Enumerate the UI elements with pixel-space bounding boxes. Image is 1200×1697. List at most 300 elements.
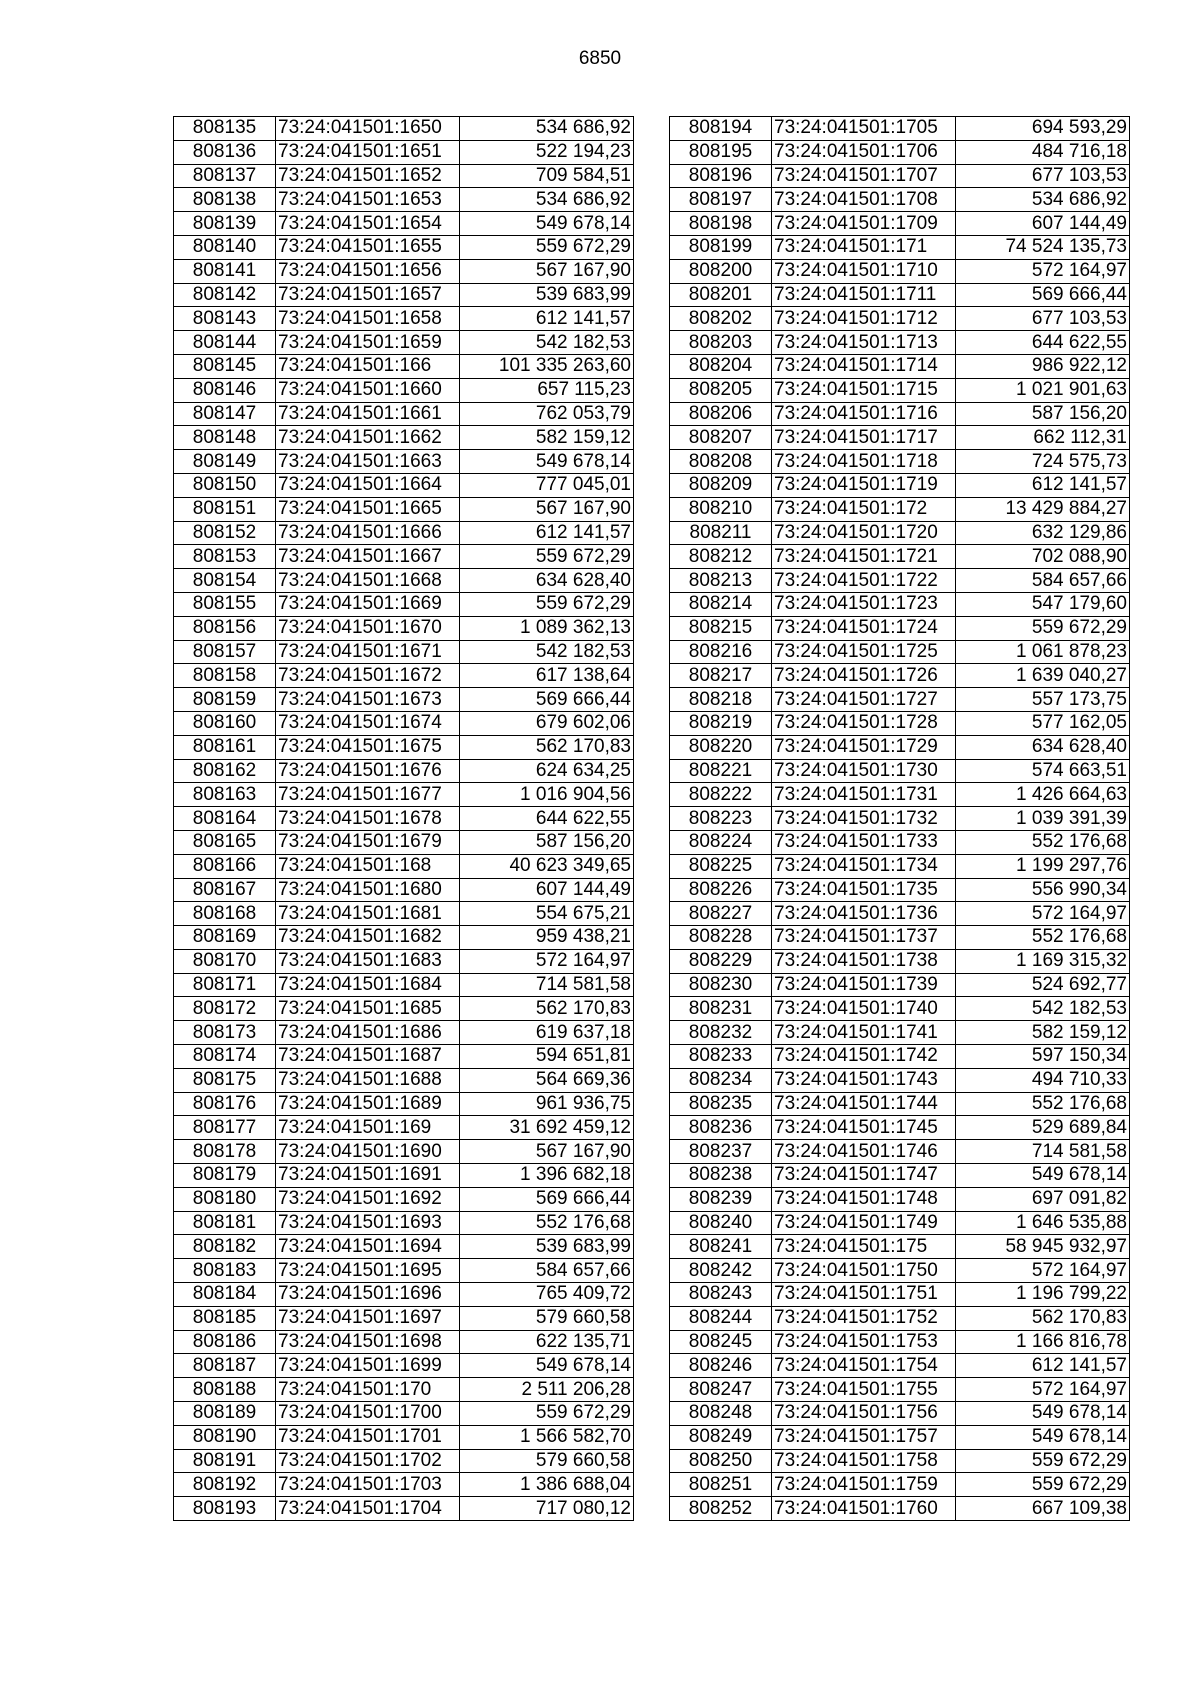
value-cell: 1 089 362,13 [460, 616, 634, 640]
value-cell: 1 061 878,23 [956, 640, 1130, 664]
value-cell: 607 144,49 [956, 212, 1130, 236]
table-row [174, 402, 634, 426]
parcel-number-cell: 808231 [670, 997, 772, 1021]
parcel-number-cell: 808149 [174, 450, 276, 474]
value-cell: 494 710,33 [956, 1068, 1130, 1092]
cadastral-number-cell: 73:24:041501:1669 [276, 592, 460, 616]
value-cell: 484 716,18 [956, 140, 1130, 164]
value-cell: 549 678,14 [956, 1425, 1130, 1449]
value-cell: 667 109,38 [956, 1497, 1130, 1521]
parcel-number-cell: 808155 [174, 592, 276, 616]
cadastral-number-cell: 73:24:041501:1659 [276, 331, 460, 355]
table-row [670, 235, 1130, 259]
table-row [174, 1283, 634, 1307]
value-cell: 542 182,53 [460, 640, 634, 664]
value-cell: 579 660,58 [460, 1449, 634, 1473]
parcel-number-cell: 808158 [174, 664, 276, 688]
parcel-number-cell: 808174 [174, 1045, 276, 1069]
cadastral-number-cell: 73:24:041501:1708 [772, 188, 956, 212]
value-cell: 632 129,86 [956, 521, 1130, 545]
table-row [174, 1021, 634, 1045]
parcel-number-cell: 808219 [670, 711, 772, 735]
table-row [174, 592, 634, 616]
value-cell: 559 672,29 [460, 592, 634, 616]
value-cell: 597 150,34 [956, 1045, 1130, 1069]
parcel-number-cell: 808178 [174, 1140, 276, 1164]
parcel-number-cell: 808184 [174, 1283, 276, 1307]
table-row [670, 188, 1130, 212]
parcel-number-cell: 808218 [670, 688, 772, 712]
table-row [670, 117, 1130, 141]
value-cell: 622 135,71 [460, 1330, 634, 1354]
parcel-number-cell: 808147 [174, 402, 276, 426]
value-cell: 524 692,77 [956, 973, 1130, 997]
cadastral-number-cell: 73:24:041501:168 [276, 854, 460, 878]
parcel-number-cell: 808166 [174, 854, 276, 878]
cadastral-number-cell: 73:24:041501:1741 [772, 1021, 956, 1045]
cadastral-number-cell: 73:24:041501:1721 [772, 545, 956, 569]
cadastral-number-cell: 73:24:041501:1701 [276, 1425, 460, 1449]
parcel-number-cell: 808204 [670, 354, 772, 378]
parcel-number-cell: 808215 [670, 616, 772, 640]
parcel-number-cell: 808245 [670, 1330, 772, 1354]
value-cell: 1 396 682,18 [460, 1164, 634, 1188]
table-row [670, 1045, 1130, 1069]
table-row [174, 664, 634, 688]
value-cell: 529 689,84 [956, 1116, 1130, 1140]
parcel-number-cell: 808251 [670, 1473, 772, 1497]
table-row [174, 117, 634, 141]
table-row [670, 1259, 1130, 1283]
parcel-number-cell: 808152 [174, 521, 276, 545]
parcel-number-cell: 808171 [174, 973, 276, 997]
cadastral-number-cell: 73:24:041501:1657 [276, 283, 460, 307]
table-row [670, 1068, 1130, 1092]
cadastral-number-cell: 73:24:041501:1663 [276, 450, 460, 474]
parcel-number-cell: 808235 [670, 1092, 772, 1116]
value-cell: 554 675,21 [460, 902, 634, 926]
value-cell: 717 080,12 [460, 1497, 634, 1521]
parcel-number-cell: 808196 [670, 164, 772, 188]
value-cell: 1 021 901,63 [956, 378, 1130, 402]
table-row [174, 807, 634, 831]
value-cell: 572 164,97 [956, 1259, 1130, 1283]
parcel-number-cell: 808230 [670, 973, 772, 997]
parcel-number-cell: 808195 [670, 140, 772, 164]
parcel-number-cell: 808185 [174, 1306, 276, 1330]
table-row [670, 1473, 1130, 1497]
value-cell: 557 173,75 [956, 688, 1130, 712]
parcel-number-cell: 808139 [174, 212, 276, 236]
cadastral-number-cell: 73:24:041501:1754 [772, 1354, 956, 1378]
table-row [174, 616, 634, 640]
table-row [670, 259, 1130, 283]
table-row [174, 450, 634, 474]
cadastral-number-cell: 73:24:041501:1743 [772, 1068, 956, 1092]
parcel-number-cell: 808136 [174, 140, 276, 164]
table-row [670, 497, 1130, 521]
value-cell: 694 593,29 [956, 117, 1130, 141]
value-cell: 559 672,29 [956, 616, 1130, 640]
cadastral-number-cell: 73:24:041501:1718 [772, 450, 956, 474]
value-cell: 577 162,05 [956, 711, 1130, 735]
value-cell: 562 170,83 [460, 735, 634, 759]
cadastral-number-cell: 73:24:041501:1735 [772, 878, 956, 902]
cadastral-number-cell: 73:24:041501:1738 [772, 949, 956, 973]
cadastral-number-cell: 73:24:041501:1692 [276, 1187, 460, 1211]
value-cell: 574 663,51 [956, 759, 1130, 783]
cadastral-number-cell: 73:24:041501:1720 [772, 521, 956, 545]
table-row [174, 545, 634, 569]
parcel-number-cell: 808140 [174, 235, 276, 259]
cadastral-number-cell: 73:24:041501:1746 [772, 1140, 956, 1164]
value-cell: 13 429 884,27 [956, 497, 1130, 521]
value-cell: 572 164,97 [956, 902, 1130, 926]
table-row [174, 378, 634, 402]
value-cell: 959 438,21 [460, 926, 634, 950]
value-cell: 677 103,53 [956, 164, 1130, 188]
value-cell: 562 170,83 [956, 1306, 1130, 1330]
cadastral-number-cell: 73:24:041501:1755 [772, 1378, 956, 1402]
parcel-number-cell: 808193 [174, 1497, 276, 1521]
value-cell: 539 683,99 [460, 283, 634, 307]
table-row [174, 1140, 634, 1164]
value-cell: 677 103,53 [956, 307, 1130, 331]
value-cell: 777 045,01 [460, 473, 634, 497]
cadastral-number-cell: 73:24:041501:1744 [772, 1092, 956, 1116]
table-row [670, 973, 1130, 997]
table-row [174, 283, 634, 307]
parcel-number-cell: 808194 [670, 117, 772, 141]
table-row [174, 1330, 634, 1354]
value-cell: 714 581,58 [460, 973, 634, 997]
left-table [173, 116, 634, 1521]
value-cell: 549 678,14 [956, 1164, 1130, 1188]
parcel-number-cell: 808162 [174, 759, 276, 783]
parcel-number-cell: 808167 [174, 878, 276, 902]
value-cell: 549 678,14 [460, 212, 634, 236]
table-row [670, 1425, 1130, 1449]
table-row [670, 711, 1130, 735]
value-cell: 567 167,90 [460, 1140, 634, 1164]
cadastral-number-cell: 73:24:041501:1719 [772, 473, 956, 497]
value-cell: 584 657,66 [460, 1259, 634, 1283]
cadastral-number-cell: 73:24:041501:1685 [276, 997, 460, 1021]
table-row [174, 1116, 634, 1140]
table-row [670, 640, 1130, 664]
cadastral-number-cell: 73:24:041501:1750 [772, 1259, 956, 1283]
table-row [670, 331, 1130, 355]
table-row [174, 1473, 634, 1497]
value-cell: 1 426 664,63 [956, 783, 1130, 807]
value-cell: 587 156,20 [460, 830, 634, 854]
table-row [670, 616, 1130, 640]
parcel-number-cell: 808181 [174, 1211, 276, 1235]
parcel-number-cell: 808161 [174, 735, 276, 759]
parcel-number-cell: 808163 [174, 783, 276, 807]
parcel-number-cell: 808200 [670, 259, 772, 283]
cadastral-number-cell: 73:24:041501:1666 [276, 521, 460, 545]
table-row [670, 569, 1130, 593]
table-row [670, 140, 1130, 164]
parcel-number-cell: 808228 [670, 926, 772, 950]
left-table-body [174, 117, 634, 1521]
cadastral-number-cell: 73:24:041501:1742 [772, 1045, 956, 1069]
parcel-number-cell: 808143 [174, 307, 276, 331]
cadastral-number-cell: 73:24:041501:1728 [772, 711, 956, 735]
cadastral-number-cell: 73:24:041501:1704 [276, 1497, 460, 1521]
parcel-number-cell: 808220 [670, 735, 772, 759]
parcel-number-cell: 808243 [670, 1283, 772, 1307]
cadastral-number-cell: 73:24:041501:1752 [772, 1306, 956, 1330]
value-cell: 542 182,53 [460, 331, 634, 355]
table-row [670, 854, 1130, 878]
table-row [670, 402, 1130, 426]
value-cell: 552 176,68 [460, 1211, 634, 1235]
value-cell: 549 678,14 [956, 1402, 1130, 1426]
table-row [174, 473, 634, 497]
cadastral-number-cell: 73:24:041501:1690 [276, 1140, 460, 1164]
cadastral-number-cell: 73:24:041501:1686 [276, 1021, 460, 1045]
table-row [670, 807, 1130, 831]
cadastral-number-cell: 73:24:041501:1731 [772, 783, 956, 807]
table-row [670, 783, 1130, 807]
table-row [670, 450, 1130, 474]
cadastral-number-cell: 73:24:041501:1715 [772, 378, 956, 402]
parcel-number-cell: 808197 [670, 188, 772, 212]
value-cell: 697 091,82 [956, 1187, 1130, 1211]
table-row [174, 235, 634, 259]
cadastral-number-cell: 73:24:041501:1668 [276, 569, 460, 593]
parcel-number-cell: 808144 [174, 331, 276, 355]
parcel-number-cell: 808213 [670, 569, 772, 593]
cadastral-number-cell: 73:24:041501:1676 [276, 759, 460, 783]
table-row [174, 1449, 634, 1473]
cadastral-number-cell: 73:24:041501:1733 [772, 830, 956, 854]
cadastral-number-cell: 73:24:041501:1696 [276, 1283, 460, 1307]
value-cell: 582 159,12 [460, 426, 634, 450]
cadastral-number-cell: 73:24:041501:1654 [276, 212, 460, 236]
value-cell: 1 639 040,27 [956, 664, 1130, 688]
cadastral-number-cell: 73:24:041501:1662 [276, 426, 460, 450]
table-row [174, 1092, 634, 1116]
value-cell: 569 666,44 [460, 688, 634, 712]
value-cell: 534 686,92 [460, 117, 634, 141]
value-cell: 612 141,57 [956, 473, 1130, 497]
cadastral-number-cell: 73:24:041501:1751 [772, 1283, 956, 1307]
cadastral-number-cell: 73:24:041501:1665 [276, 497, 460, 521]
cadastral-number-cell: 73:24:041501:169 [276, 1116, 460, 1140]
table-row [670, 521, 1130, 545]
cadastral-number-cell: 73:24:041501:1683 [276, 949, 460, 973]
table-row [174, 331, 634, 355]
cadastral-number-cell: 73:24:041501:1678 [276, 807, 460, 831]
table-row [670, 997, 1130, 1021]
table-row [670, 664, 1130, 688]
value-cell: 582 159,12 [956, 1021, 1130, 1045]
parcel-number-cell: 808182 [174, 1235, 276, 1259]
cadastral-number-cell: 73:24:041501:1652 [276, 164, 460, 188]
cadastral-number-cell: 73:24:041501:1747 [772, 1164, 956, 1188]
cadastral-number-cell: 73:24:041501:1732 [772, 807, 956, 831]
cadastral-number-cell: 73:24:041501:1658 [276, 307, 460, 331]
value-cell: 534 686,92 [460, 188, 634, 212]
parcel-number-cell: 808246 [670, 1354, 772, 1378]
value-cell: 644 622,55 [460, 807, 634, 831]
cadastral-number-cell: 73:24:041501:1705 [772, 117, 956, 141]
cadastral-number-cell: 73:24:041501:1650 [276, 117, 460, 141]
table-row [174, 164, 634, 188]
table-row [174, 973, 634, 997]
value-cell: 2 511 206,28 [460, 1378, 634, 1402]
parcel-number-cell: 808170 [174, 949, 276, 973]
parcel-number-cell: 808209 [670, 473, 772, 497]
table-row [174, 188, 634, 212]
value-cell: 714 581,58 [956, 1140, 1130, 1164]
parcel-number-cell: 808217 [670, 664, 772, 688]
value-cell: 1 166 816,78 [956, 1330, 1130, 1354]
value-cell: 542 182,53 [956, 997, 1130, 1021]
cadastral-number-cell: 73:24:041501:1702 [276, 1449, 460, 1473]
cadastral-number-cell: 73:24:041501:170 [276, 1378, 460, 1402]
cadastral-number-cell: 73:24:041501:1688 [276, 1068, 460, 1092]
table-row [174, 997, 634, 1021]
value-cell: 559 672,29 [956, 1449, 1130, 1473]
cadastral-number-cell: 73:24:041501:1691 [276, 1164, 460, 1188]
table-row [174, 354, 634, 378]
table-row [174, 878, 634, 902]
value-cell: 607 144,49 [460, 878, 634, 902]
table-row [670, 926, 1130, 950]
table-row [670, 1140, 1130, 1164]
cadastral-number-cell: 73:24:041501:1758 [772, 1449, 956, 1473]
parcel-number-cell: 808210 [670, 497, 772, 521]
table-row [174, 711, 634, 735]
value-cell: 1 039 391,39 [956, 807, 1130, 831]
parcel-number-cell: 808153 [174, 545, 276, 569]
cadastral-number-cell: 73:24:041501:1760 [772, 1497, 956, 1521]
parcel-number-cell: 808203 [670, 331, 772, 355]
cadastral-number-cell: 73:24:041501:1753 [772, 1330, 956, 1354]
table-row [174, 1354, 634, 1378]
table-row [670, 545, 1130, 569]
table-row [174, 854, 634, 878]
table-row [174, 497, 634, 521]
cadastral-number-cell: 73:24:041501:1684 [276, 973, 460, 997]
value-cell: 522 194,23 [460, 140, 634, 164]
value-cell: 579 660,58 [460, 1306, 634, 1330]
cadastral-number-cell: 73:24:041501:1730 [772, 759, 956, 783]
cadastral-number-cell: 73:24:041501:1713 [772, 331, 956, 355]
parcel-number-cell: 808146 [174, 378, 276, 402]
value-cell: 1 646 535,88 [956, 1211, 1130, 1235]
cadastral-number-cell: 73:24:041501:1722 [772, 569, 956, 593]
value-cell: 562 170,83 [460, 997, 634, 1021]
table-row [670, 688, 1130, 712]
table-row [670, 1354, 1130, 1378]
table-row [174, 140, 634, 164]
cadastral-number-cell: 73:24:041501:1748 [772, 1187, 956, 1211]
table-row [174, 1306, 634, 1330]
right-table [669, 116, 1130, 1521]
parcel-number-cell: 808154 [174, 569, 276, 593]
parcel-number-cell: 808138 [174, 188, 276, 212]
table-row [670, 1449, 1130, 1473]
table-row [174, 759, 634, 783]
cadastral-number-cell: 73:24:041501:1667 [276, 545, 460, 569]
value-cell: 559 672,29 [460, 235, 634, 259]
table-row [174, 1211, 634, 1235]
value-cell: 961 936,75 [460, 1092, 634, 1116]
parcel-number-cell: 808145 [174, 354, 276, 378]
cadastral-number-cell: 73:24:041501:1700 [276, 1402, 460, 1426]
parcel-number-cell: 808192 [174, 1473, 276, 1497]
cadastral-number-cell: 73:24:041501:1664 [276, 473, 460, 497]
table-row [670, 473, 1130, 497]
cadastral-number-cell: 73:24:041501:1677 [276, 783, 460, 807]
value-cell: 567 167,90 [460, 259, 634, 283]
parcel-number-cell: 808223 [670, 807, 772, 831]
cadastral-number-cell: 73:24:041501:1673 [276, 688, 460, 712]
cadastral-number-cell: 73:24:041501:1724 [772, 616, 956, 640]
value-cell: 40 623 349,65 [460, 854, 634, 878]
parcel-number-cell: 808156 [174, 616, 276, 640]
value-cell: 724 575,73 [956, 450, 1130, 474]
cadastral-number-cell: 73:24:041501:1660 [276, 378, 460, 402]
value-cell: 58 945 932,97 [956, 1235, 1130, 1259]
parcel-number-cell: 808247 [670, 1378, 772, 1402]
value-cell: 644 622,55 [956, 331, 1130, 355]
parcel-number-cell: 808248 [670, 1402, 772, 1426]
value-cell: 556 990,34 [956, 878, 1130, 902]
parcel-number-cell: 808135 [174, 117, 276, 141]
table-row [174, 1378, 634, 1402]
parcel-number-cell: 808141 [174, 259, 276, 283]
parcel-number-cell: 808137 [174, 164, 276, 188]
parcel-number-cell: 808151 [174, 497, 276, 521]
table-row [670, 1283, 1130, 1307]
table-row [174, 212, 634, 236]
value-cell: 74 524 135,73 [956, 235, 1130, 259]
parcel-number-cell: 808207 [670, 426, 772, 450]
value-cell: 594 651,81 [460, 1045, 634, 1069]
cadastral-number-cell: 73:24:041501:1727 [772, 688, 956, 712]
value-cell: 1 196 799,22 [956, 1283, 1130, 1307]
cadastral-number-cell: 73:24:041501:1711 [772, 283, 956, 307]
table-row [670, 735, 1130, 759]
parcel-number-cell: 808150 [174, 473, 276, 497]
value-cell: 559 672,29 [956, 1473, 1130, 1497]
table-row [670, 1092, 1130, 1116]
parcel-number-cell: 808198 [670, 212, 772, 236]
cadastral-number-cell: 73:24:041501:1694 [276, 1235, 460, 1259]
value-cell: 634 628,40 [460, 569, 634, 593]
cadastral-number-cell: 73:24:041501:1656 [276, 259, 460, 283]
parcel-number-cell: 808216 [670, 640, 772, 664]
value-cell: 534 686,92 [956, 188, 1130, 212]
cadastral-number-cell: 73:24:041501:166 [276, 354, 460, 378]
parcel-number-cell: 808165 [174, 830, 276, 854]
parcel-number-cell: 808211 [670, 521, 772, 545]
parcel-number-cell: 808221 [670, 759, 772, 783]
table-row [670, 1021, 1130, 1045]
cadastral-number-cell: 73:24:041501:1729 [772, 735, 956, 759]
parcel-number-cell: 808232 [670, 1021, 772, 1045]
table-row [174, 783, 634, 807]
parcel-number-cell: 808244 [670, 1306, 772, 1330]
parcel-number-cell: 808227 [670, 902, 772, 926]
parcel-number-cell: 808191 [174, 1449, 276, 1473]
